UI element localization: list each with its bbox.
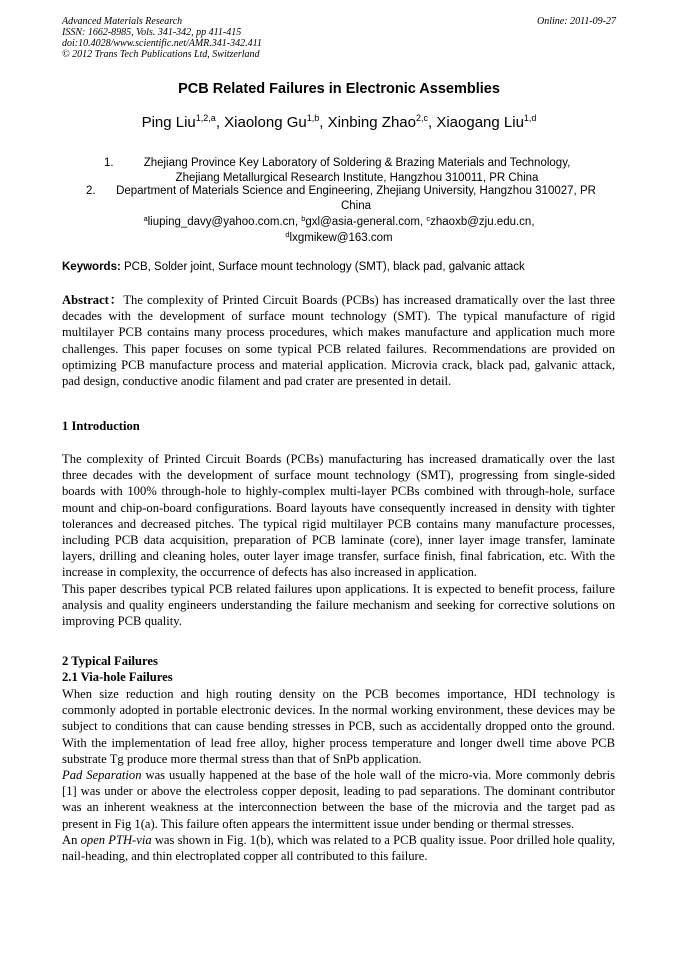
affiliation-text: Department of Materials Science and Engineering, Zhejiang University, Hangzhou 310027, PR China: [116, 185, 596, 212]
author-superscript: 1,b: [306, 113, 320, 123]
issn-line: ISSN: 1662-8985, Vols. 341-342, pp 411-415: [62, 27, 242, 38]
affiliation-2: [86, 184, 626, 214]
keywords: [62, 261, 622, 273]
author-superscript: 1,d: [523, 113, 537, 123]
email-superscript: b: [301, 214, 306, 223]
author-name: Xiaogang Liu: [436, 114, 524, 131]
affiliation-number: 2.: [86, 185, 96, 197]
keywords-text: PCB, Solder joint, Surface mount technology (SMT), black pad, galvanic attack: [124, 261, 525, 273]
paragraph: The complexity of Printed Circuit Boards (PCBs) manufacturing has increased dramatically over the last three decades with the development of surface mount technology (SMT), progressing from single-sided boards with 100% through-hole to highly-complex multi-layer PCBs combined with through-hole, surface mount and chip-on-board configurations. Board layouts have consequently increased in density with tighter tolerances and decreased pitches. The typical rigid multilayer PCB contains many manufacture processes, including PCB data acquisition, preparation of PCB laminate (core), inner layer image transfer, laminate layers, drilling and cleaning holes, outer layer image transfer, surface finish, final fabrication, etc. With the increase in complexity, the occurrence of defects has also increased in application.: [62, 452, 615, 580]
paragraph-text: An: [62, 832, 81, 847]
affiliation-1: [104, 156, 614, 186]
doi-line: doi:10.4028/www.scientific.net/AMR.341-342.411: [62, 38, 262, 49]
email-superscript: d: [285, 230, 290, 239]
author-superscript: 1,2,a: [195, 113, 216, 123]
subsection-heading-via-hole: 2.1 Via-hole Failures: [62, 670, 173, 684]
introduction-body: [62, 451, 615, 629]
email-address: zhaoxb@zju.edu.cn,: [430, 216, 535, 228]
copyright-line: © 2012 Trans Tech Publications Ltd, Switzerland: [62, 49, 260, 60]
journal-name: Advanced Materials Research: [62, 16, 183, 27]
paragraph: This paper describes typical PCB related failures upon applications. It is expected to benefit process, failure analysis and quality engineers understanding the failure mechanism and seeking for corrective solutions on improving PCB quality.: [62, 581, 615, 629]
email-superscript: a: [143, 214, 148, 223]
affiliation-number: 1.: [104, 157, 114, 169]
paragraph: [62, 767, 615, 832]
abstract-label: Abstract：: [62, 293, 124, 307]
paragraph: When size reduction and high routing density on the PCB becomes importance, HDI technology is commonly adopted in portable electronic devices. In the normal working environment, these devices may be subject to conditions that can cause bending stresses in PCB, such as accidentally dropped onto the ground. With the implementation of lead free alloy, higher process temperature and longer dwell time above PCB substrate Tg produce more thermal stress than that of SnPb application.: [62, 687, 615, 766]
paragraph-text: was shown in Fig. 1(b), which was related to a PCB quality issue. Poor drilled hole quality, nail-heading, and thin electroplated copper all contributed to this failure.: [62, 832, 616, 864]
author-name: Xiaolong Gu: [224, 114, 307, 131]
journal-header: [62, 16, 262, 60]
online-date: Online: 2011-09-27: [537, 16, 616, 27]
abstract-text: The complexity of Printed Circuit Boards (PCBs) has increased dramatically over the last three decades with the development of surface mount technology (SMT). The typical manufacture of rigid multilayer PCB contains many process procedures, which makes manufacture and application much more challenges. This paper focuses on some typical PCB related failures. Recommendations are provided on optimizing PCB manufacture process and material application. Microvia crack, black pad, galvanic attack, pad design, conductive anodic filament and pad crater are presented in detail.: [62, 293, 615, 389]
author-name: Ping Liu: [141, 114, 196, 131]
paragraph-text: was usually happened at the base of the hole wall of the micro-via. More commonly debris [1] was under or above the electroless copper deposit, leading to pad separations. The dominant contributor was an inherent weakness at the interconnection between the base of the microvia and the target pad as present in Fig 1(a). This failure often appears the intermittent issue under bending or thermal stresses.: [62, 768, 615, 831]
paper-title: PCB Related Failures in Electronic Assemblies: [178, 81, 500, 97]
author-name: Xinbing Zhao: [327, 114, 416, 131]
email-superscript: c: [426, 214, 431, 223]
term-italic: open PTH-via: [80, 832, 152, 847]
term-italic: Pad Separation: [62, 768, 142, 783]
email-list: [0, 214, 678, 246]
section-heading-typical-failures: 2 Typical Failures: [62, 654, 158, 668]
email-address: liuping_davy@yahoo.com.cn,: [147, 216, 299, 228]
paragraph: [62, 832, 615, 864]
typical-failures-body: [62, 686, 615, 864]
author-superscript: 2,c: [415, 113, 428, 123]
email-address: lxgmikew@163.com: [289, 232, 393, 244]
section-heading-introduction: 1 Introduction: [62, 419, 140, 433]
email-address: gxl@asia-general.com,: [305, 216, 424, 228]
abstract: [62, 292, 615, 389]
keywords-label: Keywords:: [62, 261, 121, 273]
author-list: Ping Liu$^{1,2,a}$, Xiaolong Gu$^{1,b}$, Xinbing Zhao$^{2,c}$, Xiaogang Liu$^{1,d}$: [141, 113, 537, 131]
affiliation-text: Zhejiang Province Key Laboratory of Soldering & Brazing Materials and Technology, Zhejiang Metallurgical Research Institute, Hangzhou 310011, PR China: [143, 157, 571, 184]
